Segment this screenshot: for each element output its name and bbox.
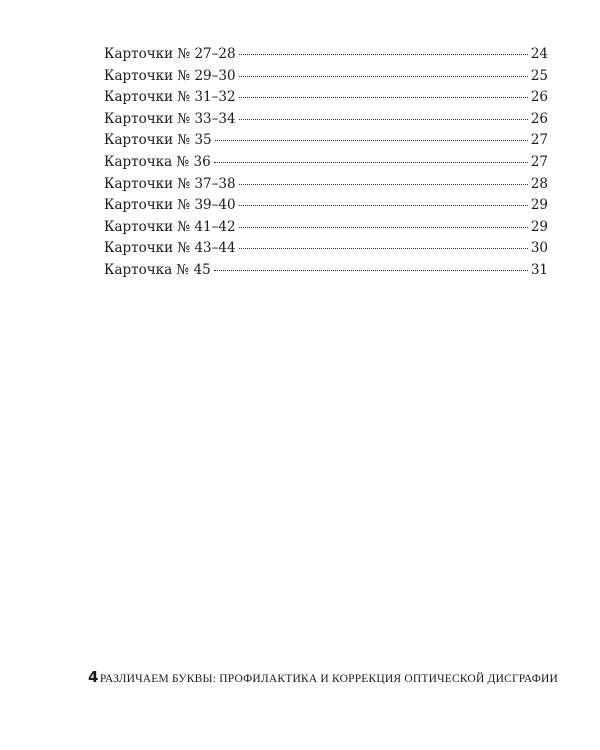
toc-dot-leader xyxy=(214,162,528,163)
toc-entry-label: Карточки № 43–44 xyxy=(104,240,236,257)
page-footer xyxy=(88,668,558,686)
toc-entry-label: Карточки № 39–40 xyxy=(104,197,236,214)
toc-entry-label: Карточка № 45 xyxy=(104,261,211,278)
toc-entry-page: 28 xyxy=(530,175,548,192)
toc-entry-page: 30 xyxy=(530,240,548,257)
toc-entry xyxy=(104,195,548,217)
toc-entry-page: 29 xyxy=(530,218,548,235)
toc-entry xyxy=(104,130,548,152)
toc-entry-page: 24 xyxy=(530,46,548,62)
toc-entry-label: Карточки № 31–32 xyxy=(104,89,236,106)
toc-entry-page: 26 xyxy=(530,89,548,106)
toc-entry xyxy=(104,109,548,131)
running-title: РАЗЛИЧАЕМ БУКВЫ: ПРОФИЛАКТИКА И КОРРЕКЦИЯ ОПТИЧЕСКОЙ ДИСГРАФИИ xyxy=(99,673,558,685)
toc-dot-leader xyxy=(239,184,528,185)
toc-entry-page: 27 xyxy=(530,153,548,170)
toc-entry xyxy=(104,238,548,260)
toc-dot-leader xyxy=(239,205,528,206)
toc-entry-page: 26 xyxy=(530,110,548,127)
toc-entry-label: Карточки № 33–34 xyxy=(104,110,236,127)
toc-dot-leader xyxy=(239,227,528,228)
toc-entry xyxy=(104,87,548,109)
toc-dot-leader xyxy=(214,270,528,271)
toc-entry xyxy=(104,152,548,174)
toc-entry-label: Карточки № 29–30 xyxy=(104,67,236,84)
toc-entry-label: Карточки № 35 xyxy=(104,132,212,149)
toc-entry xyxy=(104,66,548,88)
toc-entry xyxy=(104,44,548,66)
page-number: 4 xyxy=(88,668,99,686)
toc-dot-leader xyxy=(239,248,528,249)
toc-entry-label: Карточки № 37–38 xyxy=(104,175,236,192)
toc-entry-page: 25 xyxy=(530,67,548,84)
toc-entry-label: Карточки № 27–28 xyxy=(104,46,236,62)
toc-dot-leader xyxy=(239,76,528,77)
toc-entry-label: Карточка № 36 xyxy=(104,153,211,170)
toc-entry-page: 27 xyxy=(530,132,548,149)
table-of-contents xyxy=(104,44,548,282)
toc-entry-label: Карточки № 41–42 xyxy=(104,218,236,235)
toc-entry xyxy=(104,217,548,239)
toc-entry xyxy=(104,174,548,196)
toc-entry-page: 29 xyxy=(530,197,548,214)
toc-dot-leader xyxy=(239,119,528,120)
toc-dot-leader xyxy=(239,97,528,98)
toc-dot-leader xyxy=(239,54,528,55)
toc-entry-page: 31 xyxy=(530,261,548,278)
toc-dot-leader xyxy=(215,140,528,141)
toc-entry xyxy=(104,260,548,282)
